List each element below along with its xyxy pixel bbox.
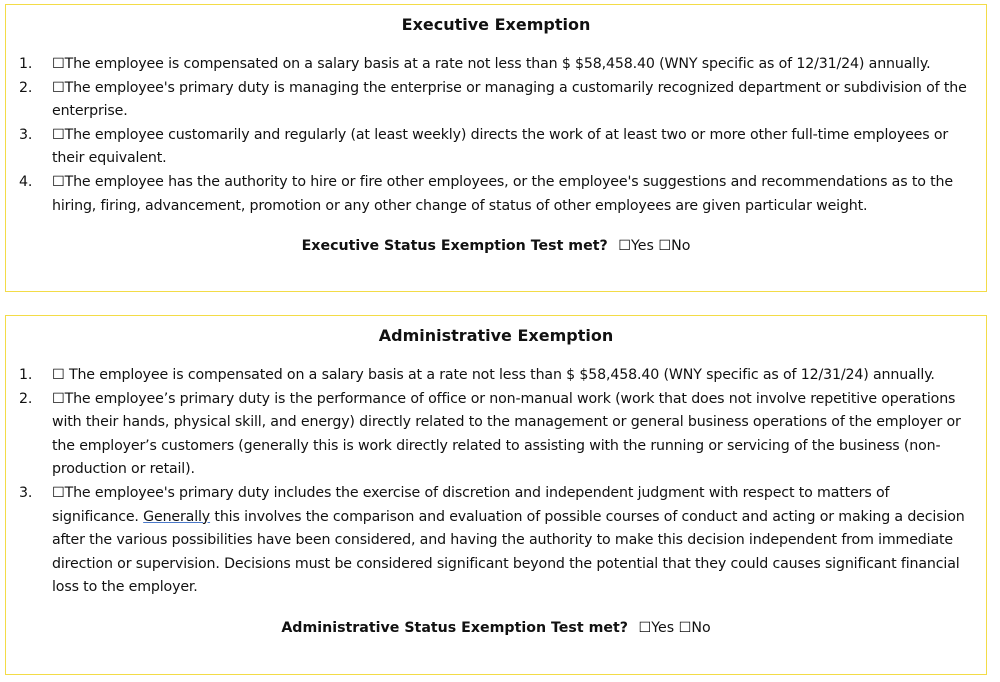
- item-number: 2.: [19, 390, 33, 407]
- criterion-checkbox[interactable]: ☐: [52, 79, 65, 96]
- item-number: 4.: [19, 173, 33, 190]
- item-number: 3.: [19, 484, 33, 501]
- administrative-criterion-3: [6, 482, 986, 600]
- administrative-no-checkbox[interactable]: ☐No: [678, 620, 711, 636]
- criterion-text: The employee has the authority to hire or fire other employees, or the employee's suggestions and recommendations as to the hiring, firing, advancement, promotion or any other change of status of other employees are given particular weight.: [52, 173, 953, 214]
- criterion-checkbox[interactable]: ☐: [52, 173, 65, 190]
- executive-exemption-section: [5, 4, 987, 292]
- administrative-yes-checkbox[interactable]: ☐Yes: [638, 620, 675, 636]
- executive-no-checkbox[interactable]: ☐No: [658, 238, 691, 254]
- criterion-text: The employee is compensated on a salary basis at a rate not less than $ $58,458.40 (WNY specific as of 12/31/24) annually.: [64, 56, 931, 72]
- executive-exemption-title: Executive Exemption: [401, 15, 591, 34]
- executive-test-result: [6, 236, 986, 256]
- item-number: 2.: [19, 79, 33, 96]
- criterion-checkbox[interactable]: ☐: [52, 126, 65, 143]
- criterion-checkbox[interactable]: ☐: [52, 390, 65, 407]
- criterion-checkbox[interactable]: ☐: [52, 367, 65, 383]
- executive-criterion-3: [6, 124, 986, 171]
- administrative-exemption-title: Administrative Exemption: [378, 326, 614, 345]
- administrative-exemption-section: [5, 315, 987, 675]
- administrative-criterion-1: [6, 364, 986, 388]
- criterion-text: The employee customarily and regularly (at least weekly) directs the work of at least two or more other full-time employees or their equivalent.: [52, 126, 949, 167]
- spellcheck-underlined-word: Generally: [143, 508, 211, 525]
- executive-test-label: Executive Status Exemption Test met?: [301, 238, 608, 254]
- item-number: 3.: [19, 126, 33, 143]
- item-number: 1.: [19, 56, 33, 72]
- criterion-checkbox[interactable]: ☐: [52, 484, 65, 501]
- executive-criterion-4: [6, 171, 986, 218]
- administrative-criterion-2: [6, 388, 986, 482]
- item-number: 1.: [19, 367, 33, 383]
- criterion-text-after: this involves the comparison and evaluation of possible courses of conduct and acting or making a decision after the various possibilities have been considered, and having the authority to make this decision independent from immediate direction or supervision. Decisions must be considered significant beyond the potential that they could causes significant financial loss to the employer.: [52, 508, 965, 596]
- executive-criteria-list: [6, 53, 986, 218]
- administrative-criteria-list: [6, 364, 986, 600]
- criterion-checkbox[interactable]: ☐: [52, 56, 65, 72]
- criterion-text: The employee is compensated on a salary basis at a rate not less than $ $58,458.40 (WNY specific as of 12/31/24) annually.: [64, 367, 935, 383]
- criterion-text: The employee’s primary duty is the performance of office or non-manual work (work that does not involve repetitive operations with their hands, physical skill, and energy) directly related to the management or general business operations of the employer or the employer’s customers (generally this is work directly related to assisting with the running or servicing of the business (non-production or retail).: [52, 390, 961, 478]
- administrative-test-result: [6, 618, 986, 638]
- criterion-text: The employee's primary duty is managing the enterprise or managing a customarily recognized department or subdivision of the enterprise.: [52, 79, 967, 120]
- criterion-text-before: The employee's primary duty includes the exercise of discretion and independent judgment with respect to matters of significance.: [52, 484, 890, 525]
- executive-criterion-2: [6, 77, 986, 124]
- executive-criterion-1: [6, 53, 986, 77]
- administrative-test-label: Administrative Status Exemption Test met?: [281, 620, 628, 636]
- executive-yes-checkbox[interactable]: ☐Yes: [618, 238, 654, 254]
